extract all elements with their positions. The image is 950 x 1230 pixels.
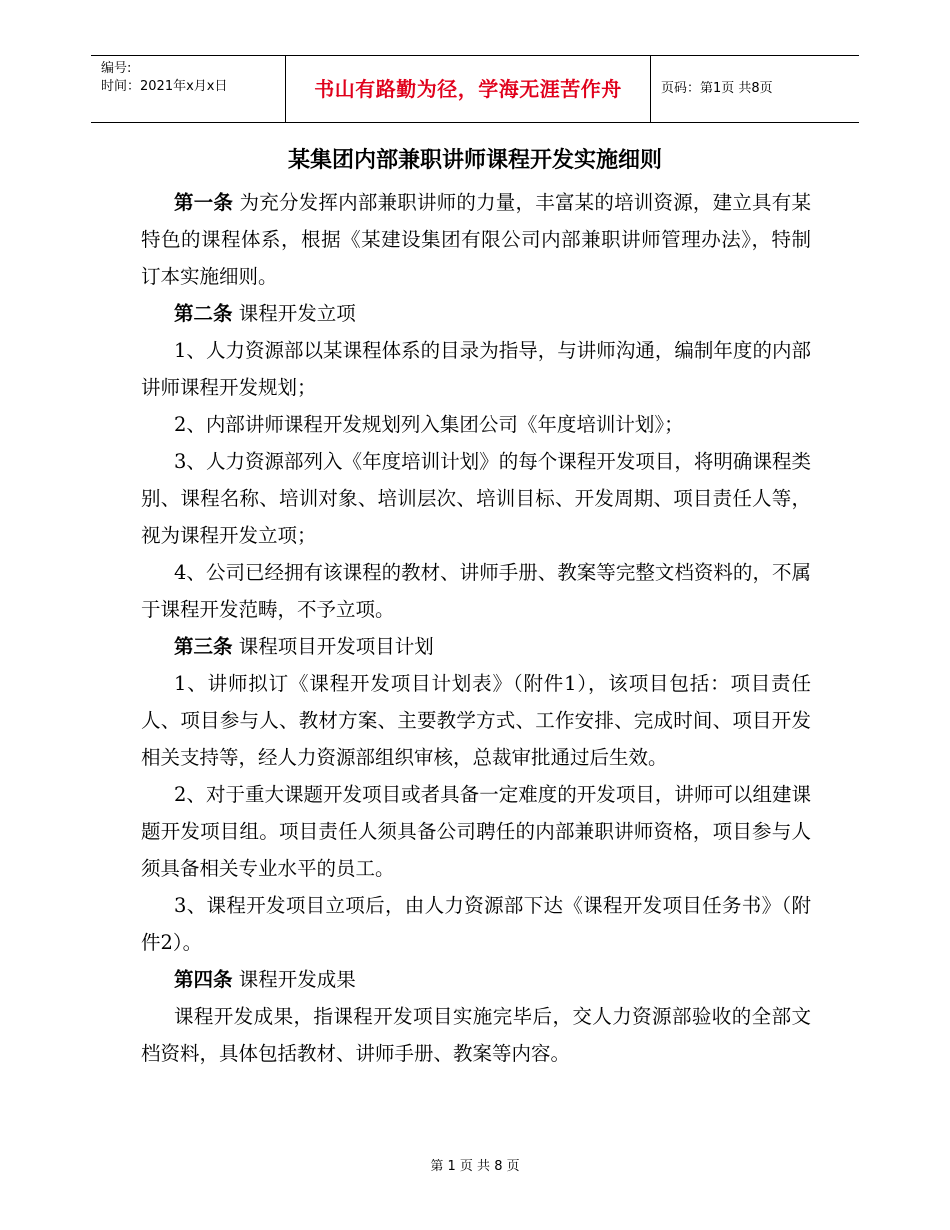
- page-footer: 第 1 页 共 8 页: [430, 1159, 520, 1174]
- clause-paragraph: [141, 665, 811, 776]
- clause-paragraph: [141, 776, 811, 887]
- document-number-label: 编号:: [101, 61, 132, 76]
- article-paragraph: [141, 295, 811, 332]
- clause-paragraph: [141, 332, 811, 406]
- clause-paragraph: [141, 887, 811, 961]
- page-header: [91, 55, 859, 123]
- clause-paragraph: [141, 998, 811, 1072]
- clause-paragraph: [141, 443, 811, 554]
- article-heading: 第三条: [174, 635, 233, 658]
- article-paragraph: [141, 628, 811, 665]
- paragraph-text: 2、对于重大课题开发项目或者具备一定难度的开发项目，讲师可以组建课题开发项目组。项目责任人须具备公司聘任的内部兼职讲师资格，项目参与人须具备相关专业水平的员工。: [141, 783, 811, 880]
- paragraph-text: 课程开发成果: [232, 968, 356, 991]
- paragraph-text: 课程项目开发项目计划: [232, 635, 434, 658]
- header-motto-cell: [285, 56, 651, 122]
- header-meta-cell: [91, 56, 285, 122]
- article-paragraph: [141, 184, 811, 295]
- paragraph-text: 4、公司已经拥有该课程的教材、讲师手册、教案等完整文档资料的，不属于课程开发范畴，不予立项。: [141, 561, 811, 621]
- article-paragraph: [141, 961, 811, 998]
- paragraph-text: 为充分发挥内部兼职讲师的力量，丰富某的培训资源，建立具有某特色的课程体系，根据《某建设集团有限公司内部兼职讲师管理办法》，特制订本实施细则。: [141, 191, 811, 288]
- article-heading: 第一条: [174, 191, 234, 214]
- paragraph-text: 3、课程开发项目立项后，由人力资源部下达《课程开发项目任务书》（附件2）。: [141, 894, 811, 954]
- clause-paragraph: [141, 554, 811, 628]
- paragraph-text: 2、内部讲师课程开发规划列入集团公司《年度培训计划》；: [174, 413, 684, 436]
- paragraph-text: 课程开发成果，指课程开发项目实施完毕后，交人力资源部验收的全部文档资料，具体包括教材、讲师手册、教案等内容。: [141, 1005, 811, 1065]
- header-page-info: 页码：第1页 共8页: [661, 81, 773, 96]
- article-heading: 第二条: [174, 302, 233, 325]
- paragraph-text: 1、讲师拟订《课程开发项目计划表》（附件1），该项目包括：项目责任人、项目参与人、教材方案、主要教学方式、工作安排、完成时间、项目开发相关支持等，经人力资源部组织审核，总裁审批通过后生效。: [141, 672, 811, 769]
- document-body: [141, 184, 811, 1072]
- header-page-cell: [651, 56, 859, 122]
- header-motto: 书山有路勤为径，学海无涯苦作舟: [314, 77, 622, 101]
- document-time-label: 时间：2021年x月x日: [101, 79, 228, 94]
- paragraph-text: 课程开发立项: [232, 302, 356, 325]
- paragraph-text: 1、人力资源部以某课程体系的目录为指导，与讲师沟通，编制年度的内部讲师课程开发规划；: [141, 339, 811, 399]
- article-heading: 第四条: [174, 968, 233, 991]
- paragraph-text: 3、人力资源部列入《年度培训计划》的每个课程开发项目，将明确课程类别、课程名称、培训对象、培训层次、培训目标、开发周期、项目责任人等，视为课程开发立项；: [141, 450, 811, 547]
- document-title: 某集团内部兼职讲师课程开发实施细则: [287, 148, 662, 173]
- clause-paragraph: [141, 406, 811, 443]
